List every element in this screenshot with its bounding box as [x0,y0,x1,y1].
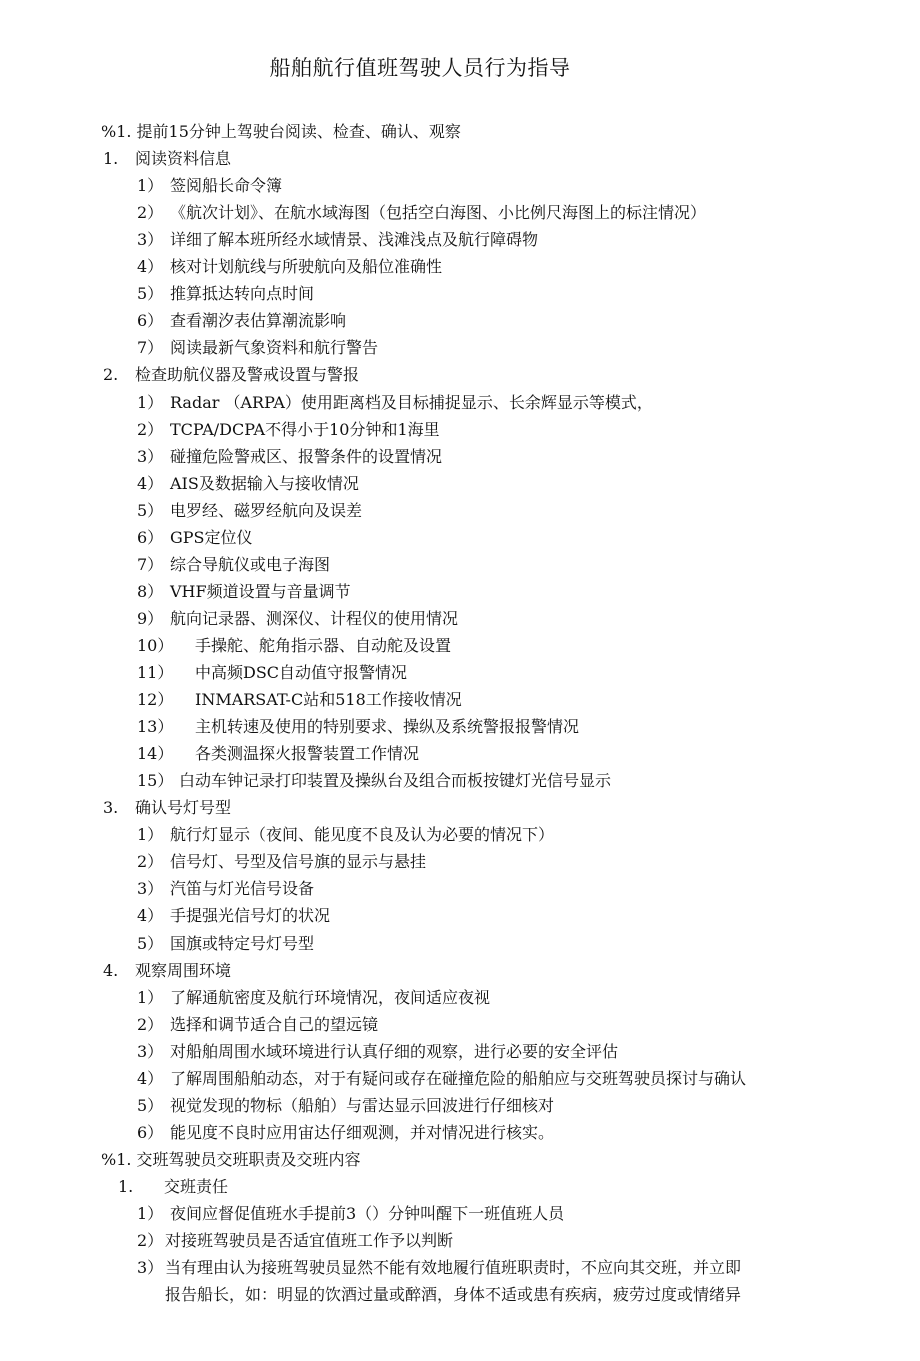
item-number: 5） [137,1095,164,1115]
item-number: 4） [137,473,164,493]
item-text: 中高频DSC自动值守报警情况 [195,663,408,682]
document-line [137,852,426,872]
document-line [137,1096,554,1116]
item-number: 9） [137,608,164,628]
item-number: 1. [103,149,119,169]
item-text: 阅读资料信息 [135,149,232,169]
document-line [137,284,314,304]
item-number: 7） [137,338,164,358]
item-text: 阅读最新气象资料和航行警告 [170,338,379,358]
document-line [137,474,359,494]
document-line [137,311,346,331]
document-line [137,420,440,440]
document-line [137,717,579,737]
item-text: 报告船长，如：明显的饮酒过量或醉酒，身体不适或患有疾病，疲劳过度或情绪异 [165,1285,742,1305]
item-text: 手操舵、舵角指示器、自动舵及设置 [195,635,452,655]
document-line [137,1042,618,1062]
item-text: %1. 提前15分钟上驾驶台阅读、检查、确认、观察 [101,122,461,141]
document-line [137,447,442,467]
item-number: 3） [137,230,164,250]
document-line [137,1069,746,1089]
item-text: 对船舶周围水域环境进行认真仔细的观察，进行必要的安全评估 [170,1041,619,1061]
item-text: 航行灯显示（夜间、能见度不良及认为必要的情况下） [170,825,555,845]
item-number: 7） [137,554,164,574]
item-text: 主机转速及使用的特别要求、操纵及系统警报报警情况 [195,717,580,737]
item-number: 2. [103,365,119,385]
item-text: 航向记录器、测深仪、计程仪的使用情况 [170,608,459,628]
document-line [137,257,442,277]
document-line [137,1204,564,1224]
item-number: 11） [137,663,174,682]
document-line [137,825,554,845]
item-number: 1） [137,1204,164,1223]
item-number: 12） [137,690,174,710]
item-text: 白动车钟记录打印装置及操纵台及组合而板按键灯光信号显示 [179,771,612,791]
item-text: 电罗经、磁罗经航向及误差 [170,500,363,520]
item-text: 交班责任 [164,1176,229,1196]
item-number: 8） [137,581,164,601]
item-text: GPS定位仪 [170,527,253,547]
item-text: 推算抵达转向点时间 [170,284,315,304]
document-line [101,1150,361,1170]
document-line [137,988,490,1008]
item-number: 15） [137,771,174,791]
document-line [137,230,538,250]
item-text: 了解周围船舶动态，对于有疑问或存在碰撞危险的船舶应与交班驾驶员探讨与确认 [170,1068,747,1088]
item-text: 夜间应督促值班水手提前3（）分钟叫醒下一班值班人员 [170,1204,565,1223]
document-line [137,906,330,926]
item-number: 4） [137,906,164,926]
item-number: 13） [137,717,174,737]
item-number: 1. [118,1176,134,1196]
item-number: 3） [137,1041,164,1061]
document-line [137,338,378,358]
document-line [165,1285,741,1305]
item-text: 汽笛与灯光信号设备 [170,879,315,899]
document-line [137,582,351,602]
document-line [137,771,611,791]
item-number: 5） [137,284,164,304]
document-line [137,879,314,899]
document-line [137,663,407,683]
item-text: %1. 交班驾驶员交班职责及交班内容 [101,1149,361,1169]
document-line [137,501,362,521]
document-line [103,798,231,818]
item-text: 能见度不良时应用宙达仔细观测，并对情况进行核实。 [170,1122,555,1142]
document-line [103,961,231,981]
document-line [103,365,359,385]
item-number: 6） [137,311,164,331]
document-title: 船舶航行值班驾驶人员行为指导 [269,56,571,80]
item-number: 4） [137,1068,164,1088]
document-line [137,934,314,954]
document-line [103,149,231,169]
item-text: 对接班驾驶员是否适宜值班工作予以判断 [165,1231,454,1251]
item-number: 2） [137,419,164,439]
item-number: 3） [137,1258,164,1278]
document-line [137,176,282,196]
item-text: 详细了解本班所经水域情景、浅滩浅点及航行障碍物 [170,230,539,250]
document-line [137,203,706,223]
item-text: INMARSAT-C站和518工作接收情况 [195,690,462,710]
item-number: 5） [137,933,164,953]
item-number: 1） [137,825,164,845]
item-number: 1） [137,987,164,1007]
document-line [118,1177,228,1197]
item-number: 4） [137,257,164,277]
item-text: 各类测温探火报警装置工作情况 [195,744,420,764]
item-text: 综合导航仪或电子海图 [170,554,331,574]
document-line [101,122,461,142]
item-number: 2） [137,203,164,223]
item-number: 4. [103,960,119,980]
item-text: 视觉发现的物标（船舶）与雷达显示回波进行仔细核对 [170,1095,555,1115]
document-line [137,1015,378,1035]
document-line [137,690,462,710]
item-text: 签阅船长命令簿 [170,176,283,196]
item-text: 碰撞危险警戒区、报警条件的设置情况 [170,446,443,466]
item-number: 3） [137,446,164,466]
item-text: 信号灯、号型及信号旗的显示与悬挂 [170,852,427,872]
document-line [137,744,419,764]
document-line [137,1258,741,1278]
item-text: AIS及数据输入与接收情况 [170,473,359,493]
item-text: VHF频道设置与音量调节 [170,581,351,601]
item-text: Radar （ARPA）使用距离档及目标捕捉显示、长余辉显示等模式， [170,392,653,412]
document-line [137,636,451,656]
item-number: 2） [137,1231,164,1251]
item-number: 1） [137,176,164,196]
item-text: 《航次计划》、在航水域海图（包括空白海图、小比例尺海图上的标注情况） [170,203,707,223]
item-text: 检查助航仪器及警戒设置与警报 [135,365,360,385]
document-line [137,1123,554,1143]
item-text: 手提强光信号灯的状况 [170,906,331,926]
item-text: 当有理由认为接班驾驶员显然不能有效地履行值班职责时，不应向其交班，并立即 [165,1258,742,1278]
document-line [137,393,653,413]
item-number: 1） [137,392,164,412]
item-text: 选择和调节适合自己的望远镜 [170,1014,379,1034]
item-text: 核对计划航线与所驶航向及船位准确性 [170,257,443,277]
item-number: 3. [103,798,119,818]
item-number: 2） [137,1014,164,1034]
item-number: 6） [137,527,164,547]
item-text: TCPA/DCPA不得小于10分钟和1海里 [170,419,440,439]
item-number: 14） [137,744,174,764]
item-text: 了解通航密度及航行环境情况，夜间适应夜视 [170,987,491,1007]
item-text: 确认号灯号型 [135,798,232,818]
item-text: 查看潮汐表估算潮流影响 [170,311,347,331]
item-number: 2） [137,852,164,872]
item-text: 观察周围环境 [135,960,232,980]
item-number: 6） [137,1122,164,1142]
item-number: 3） [137,879,164,899]
item-number: 5） [137,500,164,520]
item-number: 10） [137,635,174,655]
item-text: 国旗或特定号灯号型 [170,933,315,953]
document-line [137,1231,453,1251]
document-line [137,609,458,629]
document-line [137,555,330,575]
document-line [137,528,253,548]
